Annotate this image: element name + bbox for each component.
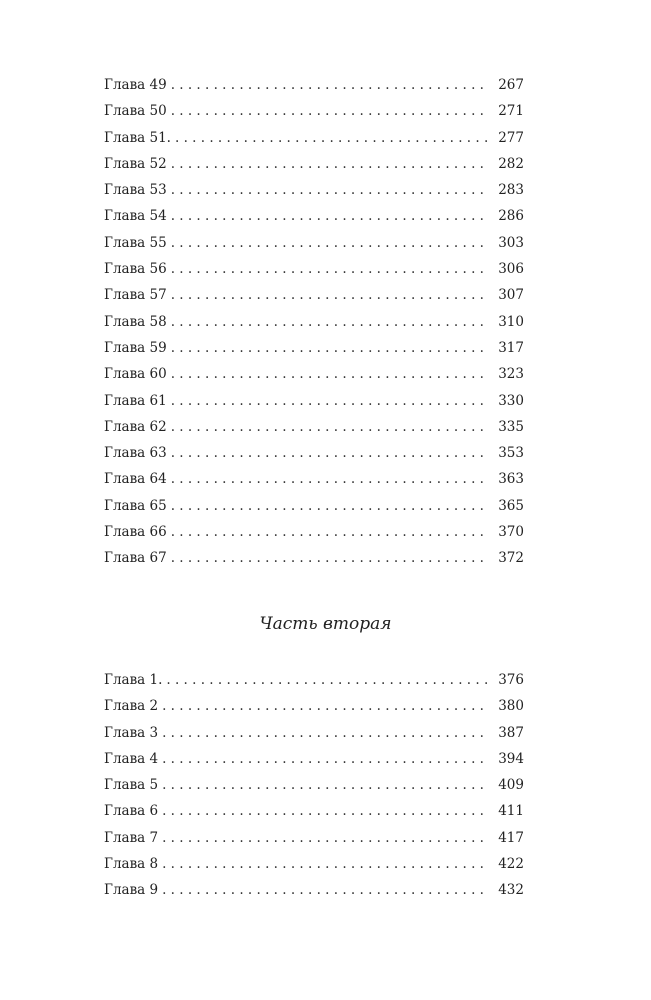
page-number: 271 <box>498 103 524 120</box>
dot-leader <box>171 414 488 440</box>
dot-leader <box>171 440 488 466</box>
page-number: 394 <box>498 750 524 767</box>
dot-leader <box>171 282 488 308</box>
page-number: 422 <box>498 856 524 873</box>
dot-leader <box>171 309 488 335</box>
chapter-title: Глава 65 <box>104 497 167 514</box>
toc-entry <box>104 151 524 177</box>
chapter-title: Глава 2 <box>104 698 159 715</box>
chapter-title: Глава 62 <box>104 418 167 435</box>
toc-entry <box>104 877 524 903</box>
page-number: 417 <box>498 829 524 846</box>
page-number: 409 <box>498 777 524 794</box>
toc-entry <box>104 667 524 693</box>
chapter-title: Глава 64 <box>104 471 167 488</box>
chapter-title: Глава 54 <box>104 208 167 225</box>
chapter-title: Глава 59 <box>104 339 167 356</box>
dot-leader <box>171 98 488 124</box>
toc-entry <box>104 440 524 466</box>
page-number: 363 <box>498 471 524 488</box>
toc-entry <box>104 772 524 798</box>
dot-leader <box>162 798 488 824</box>
chapter-title: Глава 6 <box>104 803 159 820</box>
dot-leader <box>171 177 488 203</box>
chapter-title: Глава 8 <box>104 856 159 873</box>
page-number: 387 <box>498 724 524 741</box>
toc-entry <box>104 414 524 440</box>
chapter-title: Глава 1. <box>104 672 163 688</box>
page-number: 432 <box>498 882 524 899</box>
page-number: 380 <box>498 698 524 715</box>
chapter-title: Глава 5 <box>104 777 159 794</box>
page-number: 310 <box>498 313 524 330</box>
dot-leader <box>171 256 488 282</box>
chapter-title: Глава 66 <box>104 524 167 541</box>
dot-leader <box>171 545 488 571</box>
dot-leader <box>171 388 488 414</box>
dot-leader <box>171 466 488 492</box>
dot-leader <box>171 230 488 256</box>
toc-entry <box>104 72 524 98</box>
chapter-title: Глава 60 <box>104 366 167 383</box>
part-two-heading: Часть вторая <box>259 614 392 634</box>
toc-entry <box>104 98 524 124</box>
chapter-title: Глава 3 <box>104 724 159 741</box>
chapter-title: Глава 67 <box>104 550 167 567</box>
dot-leader <box>171 493 488 519</box>
chapter-title: Глава 51. <box>104 129 171 146</box>
page-number: 267 <box>498 77 524 93</box>
toc-entry <box>104 230 524 256</box>
chapter-title: Глава 53 <box>104 182 167 199</box>
toc-entry <box>104 177 524 203</box>
page-number: 353 <box>498 445 524 462</box>
page-number: 283 <box>498 182 524 199</box>
chapter-title: Глава 4 <box>104 750 159 767</box>
chapter-title: Глава 52 <box>104 155 167 172</box>
page-number: 376 <box>498 672 524 688</box>
toc-entry <box>104 256 524 282</box>
dot-leader <box>162 693 488 719</box>
toc-entry <box>104 798 524 824</box>
toc-entry <box>104 335 524 361</box>
dot-leader <box>162 772 488 798</box>
chapter-title: Глава 57 <box>104 287 167 304</box>
dot-leader <box>171 151 488 177</box>
toc-entry <box>104 693 524 719</box>
page-number: 317 <box>498 339 524 356</box>
chapter-title: Глава 55 <box>104 234 167 251</box>
page-number: 303 <box>498 234 524 251</box>
dot-leader <box>171 203 488 229</box>
page-number: 330 <box>498 392 524 409</box>
page-number: 411 <box>498 803 524 820</box>
toc-entry <box>104 361 524 387</box>
page-number: 372 <box>498 550 524 567</box>
toc-entry <box>104 851 524 877</box>
chapter-title: Глава 63 <box>104 445 167 462</box>
dot-leader <box>175 125 488 151</box>
toc-part-two <box>104 667 524 904</box>
toc-entry <box>104 825 524 851</box>
dot-leader <box>162 720 488 746</box>
dot-leader <box>162 746 488 772</box>
page-number: 306 <box>498 261 524 278</box>
dot-leader <box>162 851 488 877</box>
toc-entry <box>104 519 524 545</box>
toc-entry <box>104 746 524 772</box>
page-number: 365 <box>498 497 524 514</box>
dot-leader <box>171 335 488 361</box>
page-number: 286 <box>498 208 524 225</box>
dot-leader <box>166 667 488 693</box>
chapter-title: Глава 50 <box>104 103 167 120</box>
dot-leader <box>171 361 488 387</box>
chapter-title: Глава 56 <box>104 261 167 278</box>
toc-entry <box>104 720 524 746</box>
chapter-title: Глава 61 <box>104 392 167 409</box>
toc-entry <box>104 466 524 492</box>
page-number: 370 <box>498 524 524 541</box>
chapter-title: Глава 58 <box>104 313 167 330</box>
page-number: 277 <box>498 129 524 146</box>
toc-part-one <box>104 72 524 572</box>
toc-entry <box>104 388 524 414</box>
dot-leader <box>171 519 488 545</box>
toc-entry <box>104 493 524 519</box>
page-number: 323 <box>498 366 524 383</box>
toc-entry <box>104 203 524 229</box>
chapter-title: Глава 7 <box>104 829 159 846</box>
toc-entry <box>104 125 524 151</box>
page-number: 335 <box>498 418 524 435</box>
toc-entry <box>104 282 524 308</box>
dot-leader <box>171 72 488 98</box>
chapter-title: Глава 49 <box>104 77 167 93</box>
toc-entry <box>104 545 524 571</box>
page-number: 307 <box>498 287 524 304</box>
page-number: 282 <box>498 155 524 172</box>
toc-entry <box>104 309 524 335</box>
dot-leader <box>162 825 488 851</box>
dot-leader <box>162 877 488 903</box>
chapter-title: Глава 9 <box>104 882 159 899</box>
